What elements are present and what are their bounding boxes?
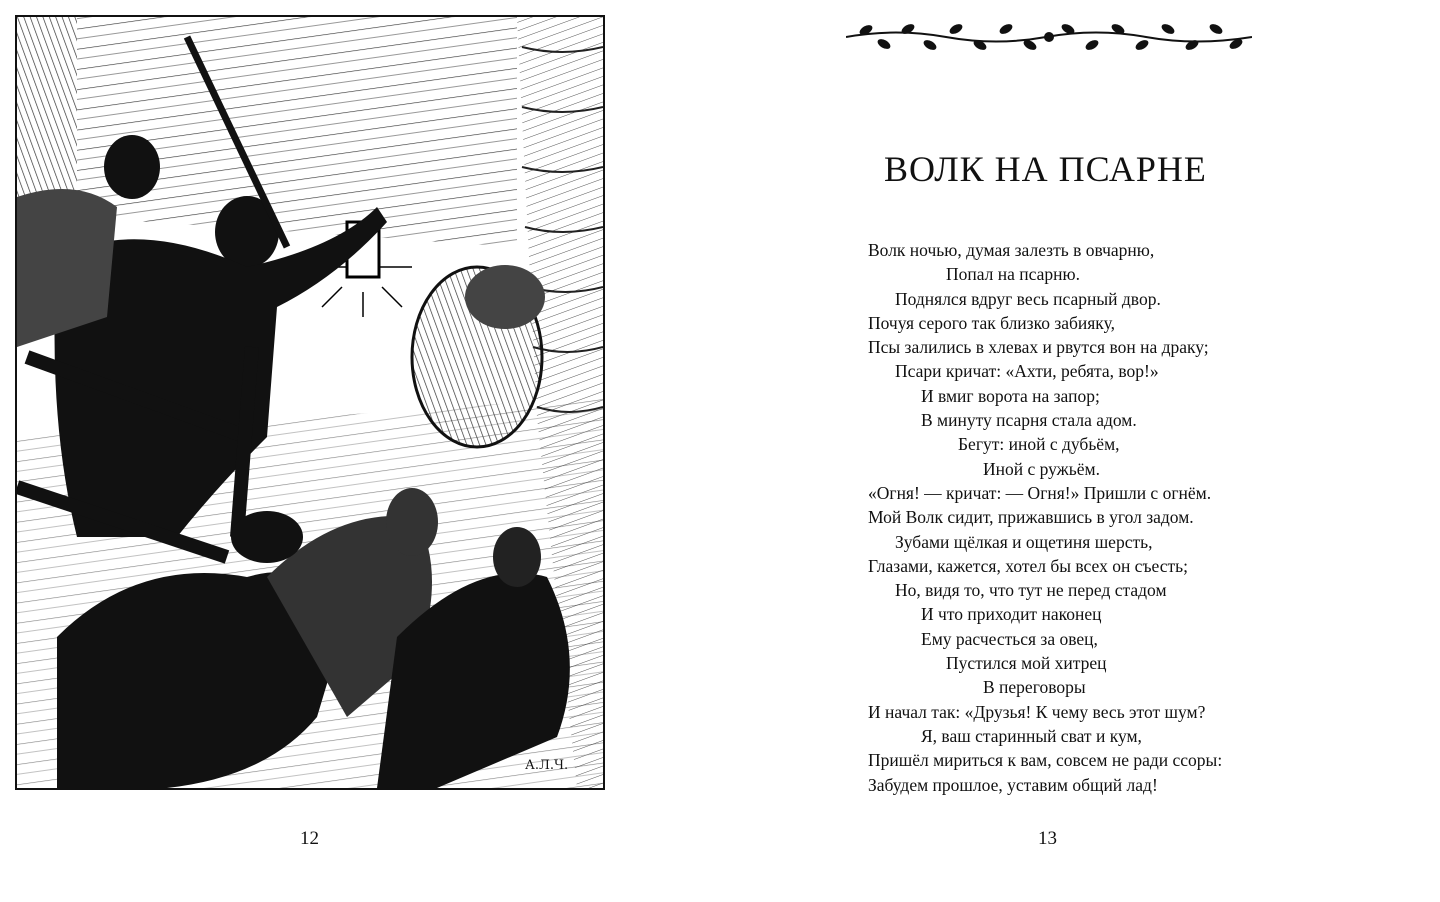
- poem-title: ВОЛК НА ПСАРНЕ: [884, 149, 1207, 189]
- poem-line: Волк ночью, думая залезть в овчарню,: [868, 240, 1155, 260]
- wolf: [412, 265, 545, 447]
- poem-line: И вмиг ворота на запор;: [921, 385, 1100, 406]
- poem-line: В переговоры: [983, 677, 1086, 698]
- poem-line: Пришёл мириться к вам, совсем не ради ссоры:: [868, 750, 1223, 771]
- artist-signature: А.Л.Ч.: [525, 758, 569, 773]
- poem-line: Глазами, кажется, хотел бы всех он съесть;: [868, 555, 1188, 576]
- poem-line: И начал так: «Друзья! К чему весь этот шум?: [868, 701, 1206, 722]
- illustration-wolf-in-kennel: [15, 15, 605, 790]
- poem-line: Поднялся вдруг весь псарный двор.: [895, 288, 1161, 309]
- poem-text: [868, 238, 1222, 797]
- right-page: [720, 0, 1440, 902]
- poem-line: Псари кричат: «Ахти, ребята, вор!»: [895, 361, 1159, 382]
- poem-line: Иной с ружьём.: [983, 458, 1100, 479]
- poem-line: В минуту псарня стала адом.: [921, 410, 1137, 431]
- poem-line: Зубами щёлкая и ощетиня шерсть,: [895, 531, 1153, 552]
- poem-line: Псы залились в хлевах и рвутся вон на драку;: [868, 337, 1209, 358]
- poem-line: Пустился мой хитрец: [946, 653, 1107, 674]
- poem-line: Я, ваш старинный сват и кум,: [921, 725, 1142, 746]
- poem-line: Мой Волк сидит, прижавшись в угол задом.: [868, 507, 1194, 528]
- yard-ground: [77, 17, 517, 247]
- poem-line: «Огня! — кричат: — Огня!» Пришли с огнём.: [868, 482, 1212, 503]
- page-number-left: 12: [300, 828, 319, 849]
- poem-line: Попал на псарню.: [946, 264, 1080, 285]
- poem-line: Но, видя то, что тут не перед стадом: [895, 580, 1167, 601]
- poem-line: Почуя серого так близко забияку,: [868, 312, 1115, 333]
- poem-line: Бегут: иной с дубьём,: [958, 434, 1120, 455]
- barn-post: [17, 17, 77, 197]
- leaf-vine-ornament-icon: [846, 20, 1252, 54]
- page-number-right: 13: [1038, 828, 1057, 849]
- poem-line: Забудем прошлое, уставим общий лад!: [868, 774, 1158, 795]
- poem-line: И что приходит наконец: [921, 604, 1102, 625]
- poem-line: Ему расчесться за овец,: [921, 628, 1098, 649]
